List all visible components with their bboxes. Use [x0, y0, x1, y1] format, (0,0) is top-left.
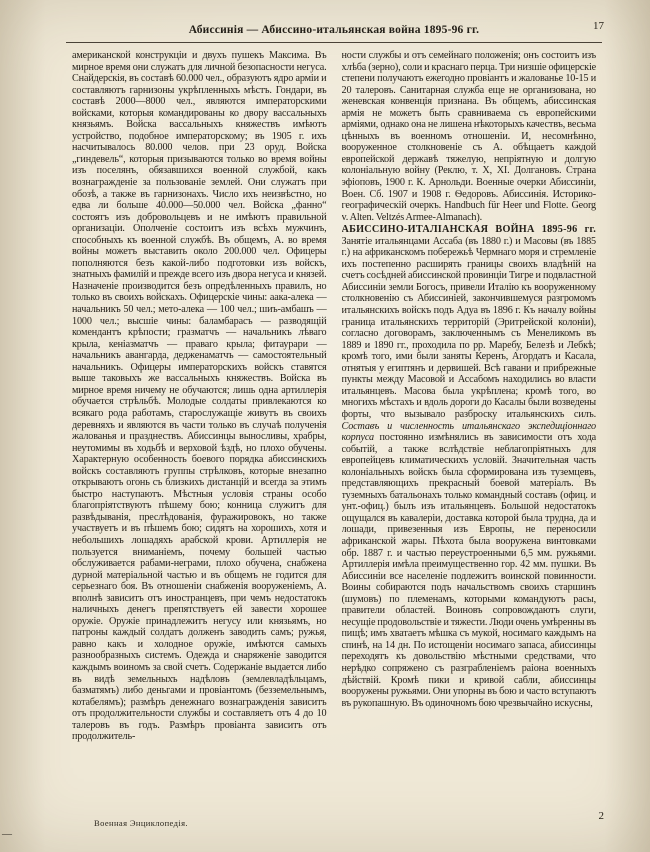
- article-body-italic: Составъ и численность итальянскаго экспедиціоннаго корпуса: [341, 420, 596, 444]
- page-header: [72, 20, 604, 38]
- article-end-text: ности службы и отъ семейнаго положенія; онъ состоитъ изъ хлѣба (зерно), соли и краснаго перца. Три низшіе офицерскіе степени получаютъ ежегодно провіантъ и жалованье 10-15 и 20 талеровъ. Санитарная служба еще не организована, но женевская конвенція признана. Въ общемъ, абиссинская армія не можетъ быть сравниваема съ европейскими арміями, однако она не лишена нѣкоторыхъ качествъ, весьма цѣнныхъ въ военномъ отношеніи. И, несомнѣнно, вооруженное столкновеніе съ А. обѣщаетъ каждой европейской державѣ тяжелую, непріятную и долгую колоніальную войну (Реклю, т. X, XI. Долгановъ. Страна эфіоповъ, 1900 г. К. Арнольди. Военные очерки Абиссиніи, Воен. Сб. 1907 и 1908 г. Ѳедоровъ. Абиссинія. Историко-географическій очеркъ. Handbuch für Heer und Flotte. Georg v. Alten. Veltzés Armee-Almanach).: [341, 50, 596, 223]
- sheet-number: 2: [598, 810, 604, 822]
- page-number: 17: [593, 20, 604, 32]
- imprint-title: Военная Энциклопедія.: [94, 818, 188, 828]
- article-continuation-text: американской конструкціи и двухъ пушекъ Максима. Въ мирное время они служатъ для личной безопасности негуса. Снайдерскія, въ составѣ 60.000 чел., образуютъ ядро арміи и составляютъ гарнизоны укрѣпленныхъ мѣстъ. Гондари, въ составѣ 2000—8000 чел., являются императорскими войсками, которыя командированы ко двору вассальныхъ князьямъ. Войска вассальныхъ княжествъ имѣютъ устройство, подобное императорскому; въ 1905 г. ихъ насчитывалось 80.000 челов. при 23 оруд. Войска „гиндевель“, которыя призываются только во время войны изъ поселянъ, обязавшихся военной службой, какъ вознагражденіе за пользованіе землей. Они служатъ при обозѣ, а также въ гарнизонахъ. Число ихъ неизвѣстно, но едва ли больше 40.000—50.000 чел. Войска „фанно“ состоятъ изъ добровольцевъ и не имѣютъ правильной организаціи. Ополченіе состоитъ изъ всѣхъ мужчинъ, способныхъ къ военной службѣ. Въ общемъ, А. во время войны можетъ выставить около 200.000 чел. Офицеры пополняются безъ какой-либо подготовки изъ войскъ, знатныхъ фамилій и прежде всего изъ двора негуса и князей. Назначеніе производится безъ опредѣленныхъ правилъ, но только въ своихъ войскахъ. Офицерскіе чины: аака-алека — начальникъ 50 чел.; мето-алека — 100 чел.; шиъ-амбашъ — 1000 чел.; высшіе чины: баламбарасъ — разводящій комендантъ крѣпости; гразматчъ — начальникъ лѣваго крыла, кеніазматчъ — праваго крыла; фитаурари — начальникъ авангарда, дедженаматчъ — самостоятельный начальникъ. Офицеры императорскихъ войскъ ставятся выше таковыхъ же вассальныхъ княжествъ. Войска въ мирное время ничему не обучаются; лишь одна артиллерія обучается стрѣльбѣ. Молодые солдаты привлекаются ко всякаго рода работамъ, старослужащіе живутъ въ своихъ деревняхъ и являются въ части только въ случаѣ полученія жалованья и празднествъ. Абиссинцы выносливы, храбры, неутомимы въ ходьбѣ и верховой ѣздѣ, но плохо обучены. Характерную особенность боевого порядка абиссинскихъ войскъ составляютъ группы стрѣлковъ, которые внезапно открываютъ огонь съ близкихъ дистанцій и всегда за этимъ быстро наступаютъ. Мѣстныя условія страны особо благопріятствуютъ пѣшему бою; конница служитъ для развѣдыванія, преслѣдованія, фуражировокъ, но также участвуетъ и въ пѣшемъ бою; сидятъ на хорошихъ, хотя и небольшихъ лошадяхъ арабской крови. Артиллерія не пользуется вниманіемъ, почему большей частью обслуживается рабами-неграми, плохо обучена, снабжена дурной матеріальной частью и въ общемъ не годится для серьезнаго боя. Въ отношеніи снабженія вооруженіемъ, А. вполнѣ зависитъ отъ иностранцевъ, при чемъ недостатокъ наличныхъ денегъ препятствуетъ ей завести хорошее оружіе. Оружіе принадлежитъ негусу или князьямъ, но патроны каждый солдатъ долженъ заводить самъ; ружья, равно какъ и холодное оружіе, имѣются самыхъ разнообразныхъ системъ. Одежда и снаряженіе заводится каждымъ воиномъ за свой счетъ. Содержаніе выдается либо въ видѣ земельныхъ надѣловъ (землевладѣльцамъ, базматямъ) либо деньгами и провіантомъ (безземельнымъ, котабелямъ); размѣръ денежнаго вознагражденія зависитъ отъ продолжительности службы и составляетъ отъ 4 до 10 талеровъ въ годъ. Размѣръ провіанта зависитъ отъ продолжитель-: [72, 50, 327, 743]
- left-column: [72, 50, 327, 800]
- right-column: [342, 50, 597, 800]
- print-registration-mark: —: [2, 829, 12, 840]
- running-title: Абиссинія — Абиссино-итальянская война 1895-96 гг.: [188, 24, 480, 36]
- article-body-part2: постоянно измѣнялись въ зависимости отъ хода событій, а также вслѣдствіе неблагопріятныхъ для европейцевъ климатическихъ условій. Значительная часть колоніальныхъ войскъ была сформирована изъ туземцевъ, представляющихъ прекрасный боевой матеріалъ. Въ туземныхъ батальонахъ только командный составъ (офиц. и унт.-офиц.) былъ изъ итальянцевъ. Большой недостатокъ ощущался въ кавалеріи, доставка которой была трудна, да и лошади, привезенныя изъ Европы, не переносили африканской жары. Пѣхота была вооружена винтовками обр. 1887 г. и частью переустроенными 6,5 мм. ружьями. Артиллерія имѣла преимущественно гор. 42 мм. пушки. Въ Абиссиніи все населеніе подлежитъ воинской повинности. Воины собираются подъ начальствомъ своихъ старшинъ (шумовъ) по племенамъ, которыми командуютъ расы, правители областей. Воиновъ сопровождаютъ слуги, несущіе продовольствіе и тяжести. Люди очень умѣренны въ пищѣ; имъ хватаетъ мѣшка съ мукой, носимаго каждымъ на спинѣ, на 14 дн. По истощеніи носимаго запаса, абиссинцы переходятъ къ довольствію мѣстными средствами, что нерѣдко сопряжено съ разграбленіемъ раіона военныхъ дѣйствій. Кромѣ пики и кривой сабли, абиссинцы вооружены ружьями. Они упорны въ бою и часто вступаютъ въ рукопашную. Въ одиночномъ бою чрезвычайно искусны,: [341, 432, 596, 709]
- new-article-paragraph: [342, 224, 597, 709]
- article-heading: АБИССИНО-ИТАЛІАНСКАЯ ВОЙНА 1895-96 гг.: [341, 224, 596, 236]
- text-columns: [72, 50, 596, 800]
- header-rule: [66, 42, 602, 43]
- article-body-part1: Занятіе итальянцами Ассаба (въ 1880 г.) и Масовы (въ 1885 г.) на африканскомъ побережьѣ Чермнаго моря и стремленіе ихъ постепенно расширять границы своихъ владѣній на счетъ сосѣдней абиссинской провинціи Тигре и подвластной Абиссиніи земли Богосъ, привели Италію къ вооруженному столкновенію съ Абиссиніей, закончившемуся разгромомъ итальянскихъ войскъ подъ Адуа въ 1896 г. Къ началу войны граница итальянскихъ территорій (Эритрейской колоніи), согласно договорамъ, заключеннымъ съ Менеликомъ въ 1889 и 1890 гг., проходила по рр. Маребу, Белезѣ и Лебкѣ; кромѣ того, ими были заняты Керенъ, Агордатъ и Касала, отнятыя у египтянъ и дервишей. Всѣ гавани и прибрежные пункты между Масовой и Ассабомъ находились во власти итальянцевъ. Масова была укрѣплена; кромѣ того, во многихъ мѣстахъ и вдоль дороги до Касалы были возведены форты, что вызывало разброску итальянскихъ силъ.: [341, 235, 596, 420]
